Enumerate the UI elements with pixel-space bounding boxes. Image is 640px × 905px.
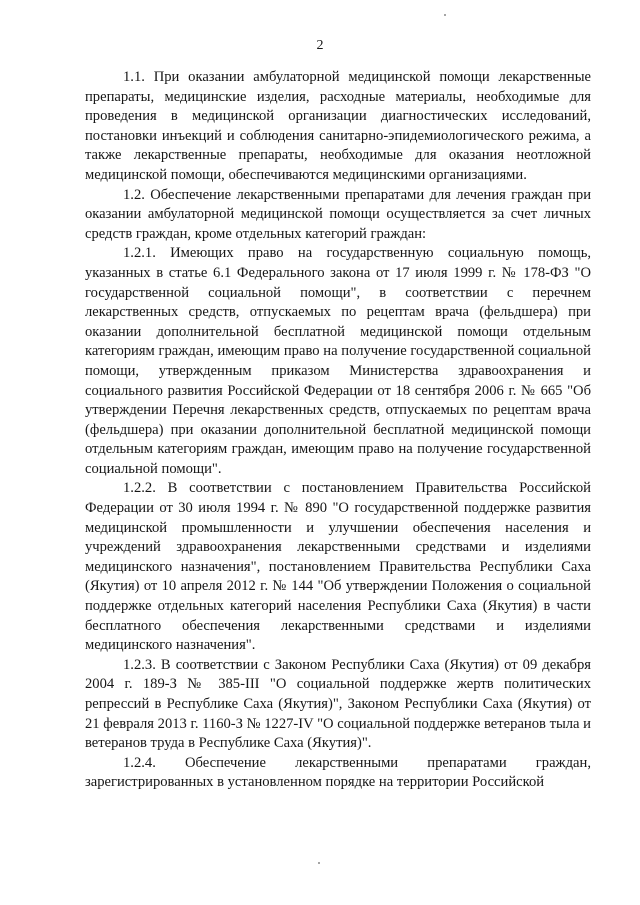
page-number: 2 (316, 38, 324, 53)
paragraph-1-2-4: 1.2.4. Обеспечение лекарственными препаратами граждан, зарегистрированных в установленном порядке на территории Российской (85, 754, 591, 791)
paragraph-1-1: 1.1. При оказании амбулаторной медицинской помощи лекарственные препараты, медицинские изделия, расходные материалы, необходимые для проведения в медицинской организации диагностических исследований, постановки инъекций и соблюдения санитарно-эпидемиологического режима, а также лекарственные препараты, необходимые для оказания неотложной медицинской помощи, обеспечиваются медицинскими организациями. (85, 69, 591, 183)
scan-speck (318, 862, 320, 864)
scan-speck (444, 14, 446, 16)
document-body (85, 68, 591, 793)
paragraph-1-2-3: 1.2.3. В соответствии с Законом Республики Саха (Якутия) от 09 декабря 2004 г. 189-З № 385-III "О социальной поддержке жертв политических репрессий в Республике Саха (Якутия)", Законом Республики Саха (Якутия) от 21 февраля 2013 г. 1160-З № 1227-IV "О социальной поддержке ветеранов тыла и ветеранов труда в Республике Саха (Якутия)". (85, 656, 591, 752)
paragraph-1-2: 1.2. Обеспечение лекарственными препаратами для лечения граждан при оказании амбулаторной медицинской помощи осуществляется за счет личных средств граждан, кроме отдельных категорий граждан: (85, 186, 591, 242)
paragraph-1-2-2: 1.2.2. В соответствии с постановлением Правительства Российской Федерации от 30 июля 1994 г. № 890 "О государственной поддержке развития медицинской промышленности и улучшении обеспечения населения и учреждений здравоохранения лекарственными средствами и изделиями медицинского назначения", постановлением Правительства Республики Саха (Якутия) от 10 апреля 2012 г. № 144 "Об утверждении Положения о социальной поддержке отдельных категорий населения Республики Саха (Якутия) в части бесплатного обеспечения лекарственными средствами и изделиями медицинского назначения". (85, 480, 591, 654)
paragraph-1-2-1: 1.2.1. Имеющих право на государственную социальную помощь, указанных в статье 6.1 Федерального закона от 17 июля 1999 г. № 178-ФЗ "О государственной социальной помощи", в соответствии с перечнем лекарственных средств, отпускаемых по рецептам врача (фельдшера) при оказании дополнительной бесплатной медицинской помощи отдельным категориям граждан, имеющим право на получение государственной социальной помощи, утвержденным приказом Министерства здравоохранения и социального развития Российской Федерации от 18 сентября 2006 г. № 665 "Об утверждении Перечня лекарственных средств, отпускаемых по рецептам врача (фельдшера) при оказании дополнительной бесплатной медицинской помощи отдельным категориям граждан, имеющим право на получение государственной социальной помощи". (85, 245, 591, 477)
